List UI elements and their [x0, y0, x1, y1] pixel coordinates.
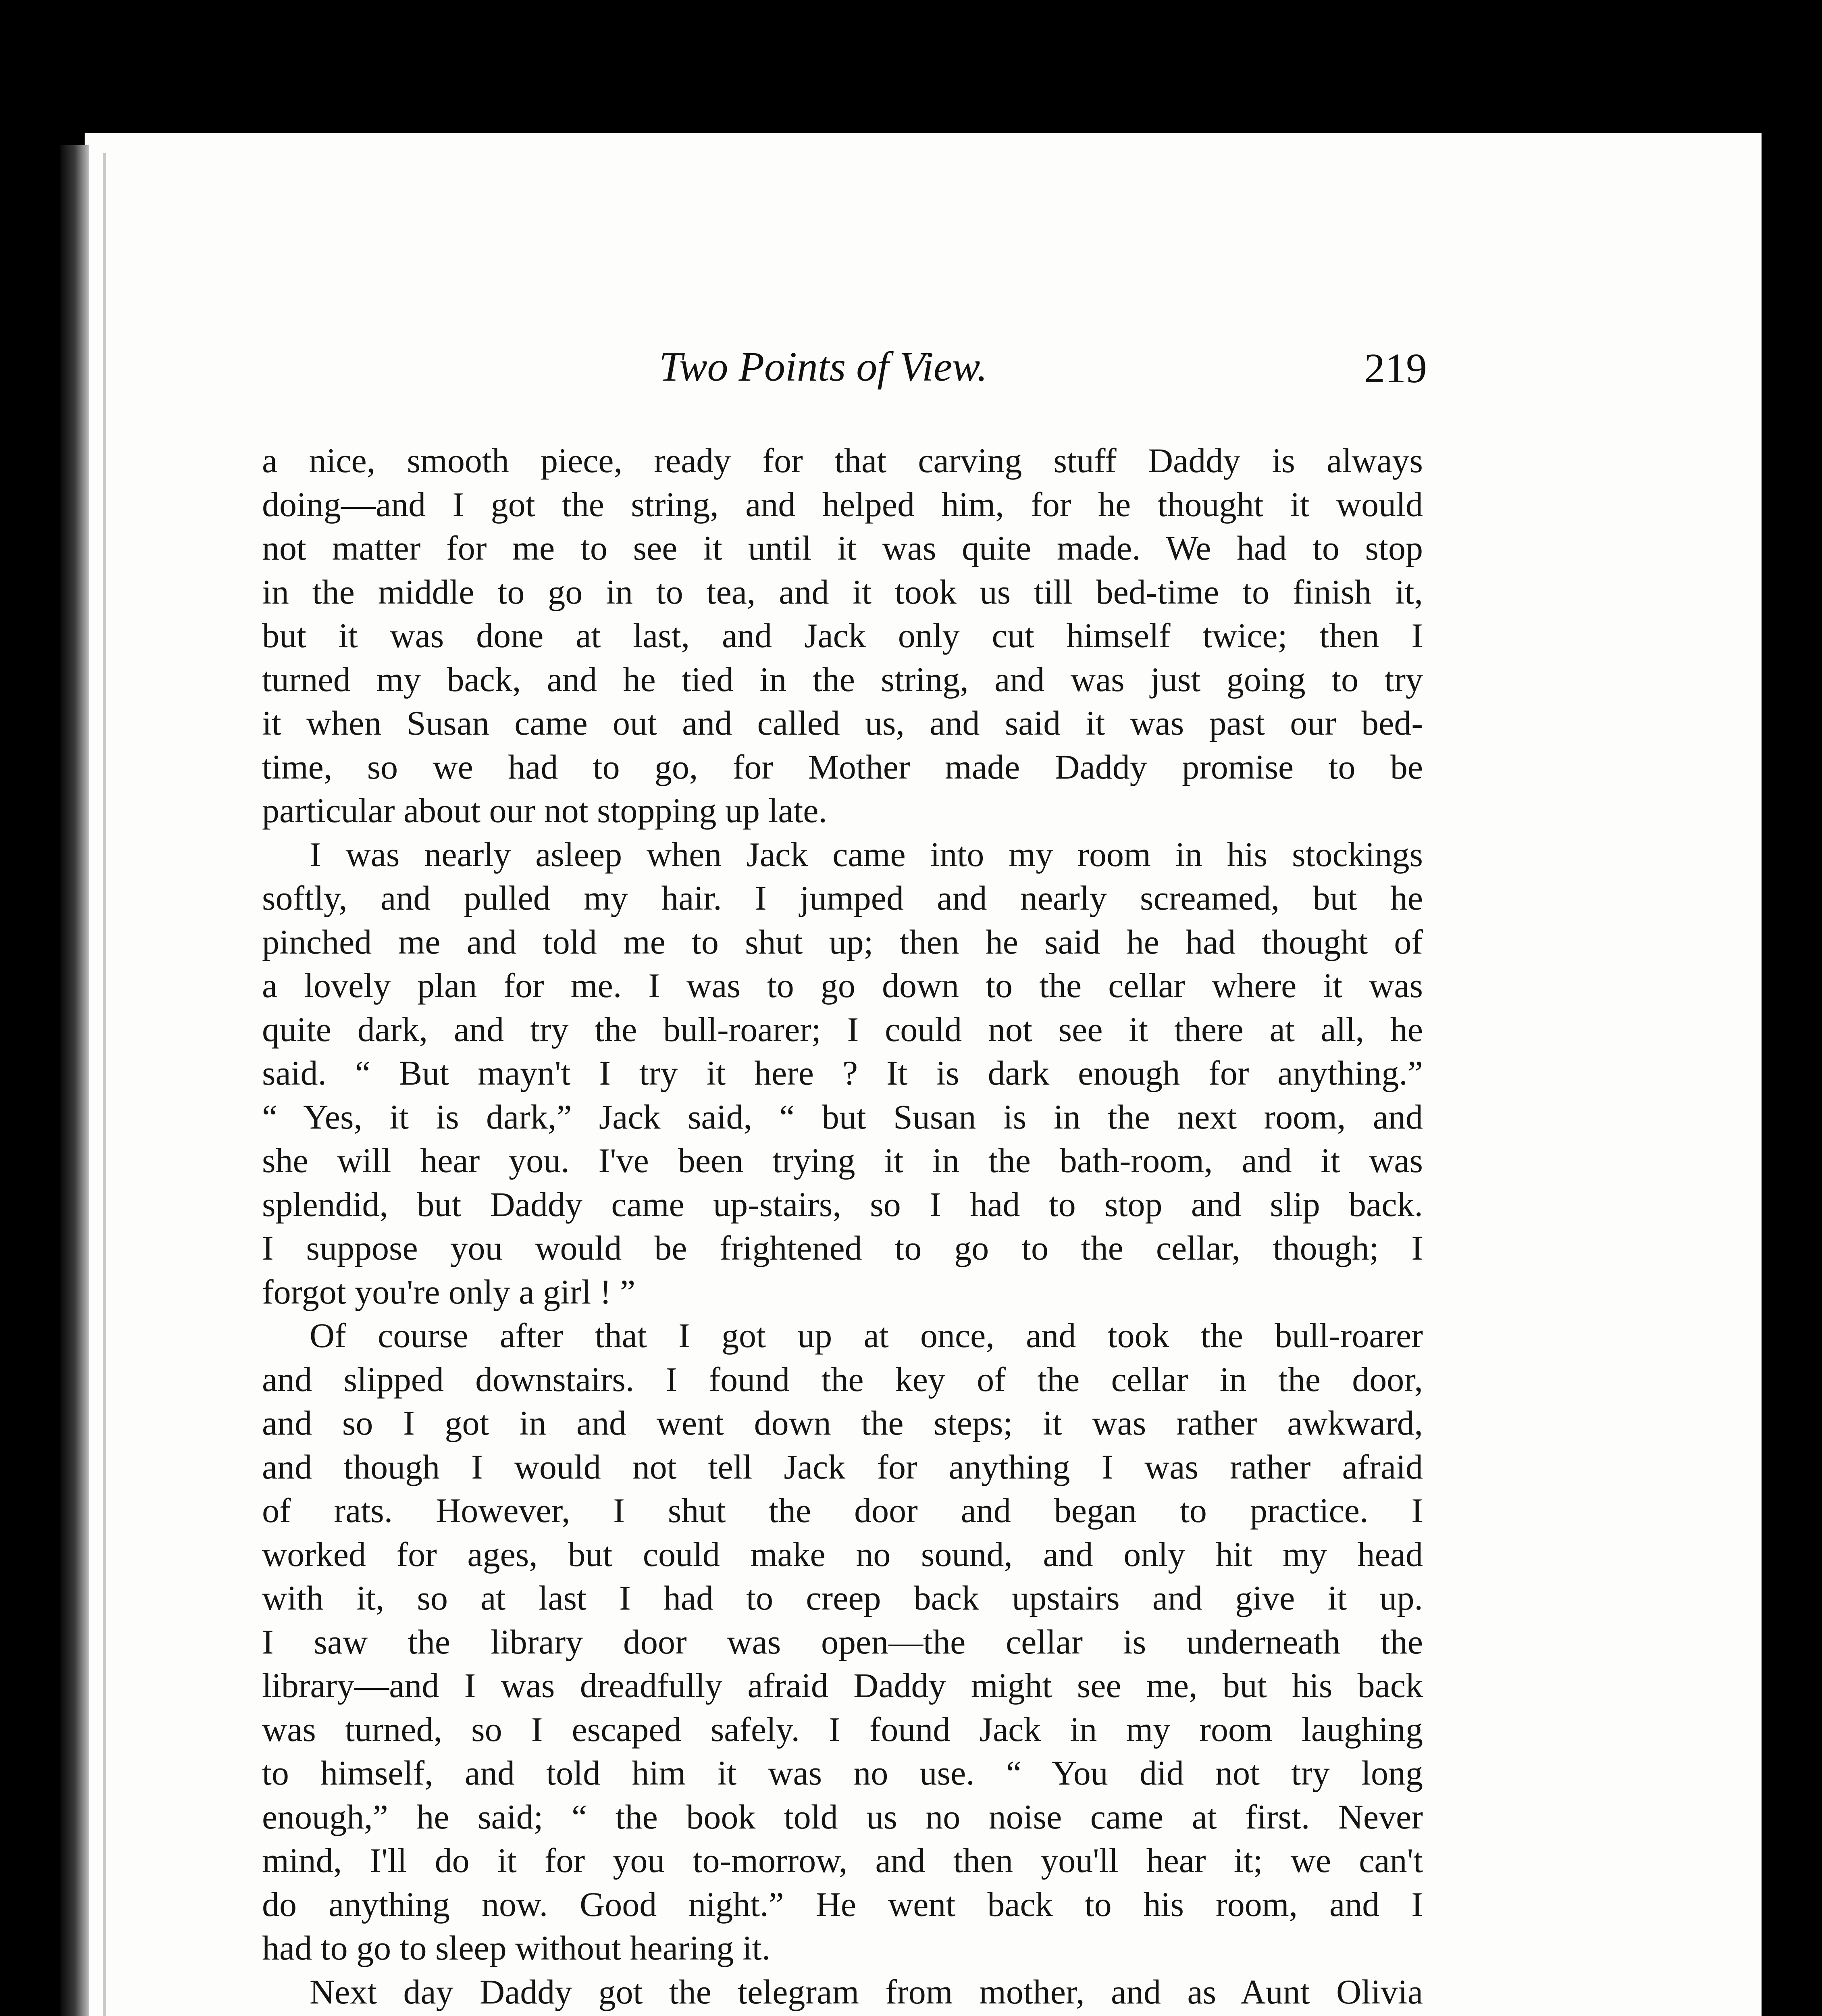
text-line: it when Susan came out and called us, and said it was past our bed-: [262, 704, 1423, 742]
text-line: with it, so at last I had to creep back upstairs and give it up.: [262, 1579, 1423, 1617]
text-line: and so I got in and went down the steps; it was rather awkward,: [262, 1404, 1423, 1442]
text-line: “ Yes, it is dark,” Jack said, “ but Susan is in the next room, and: [262, 1097, 1423, 1136]
text-line: I saw the library door was open—the cellar is underneath the: [262, 1622, 1423, 1661]
text-line: library—and I was dreadfully afraid Daddy might see me, but his back: [262, 1666, 1423, 1705]
text-line: time, so we had to go, for Mother made Daddy promise to be: [262, 747, 1423, 786]
text-line: she will hear you. I've been trying it in the bath-room, and it was: [262, 1141, 1423, 1180]
text-line: pinched me and told me to shut up; then he said he had thought of: [262, 922, 1423, 961]
text-line: forgot you're only a girl ! ”: [262, 1272, 636, 1311]
text-line: do anything now. Good night.” He went back to his room, and I: [262, 1885, 1423, 1924]
text-line: and though I would not tell Jack for anything I was rather afraid: [262, 1447, 1423, 1486]
text-line: splendid, but Daddy came up-stairs, so I had to stop and slip back.: [262, 1185, 1423, 1224]
text-line: worked for ages, but could make no sound, and only hit my head: [262, 1535, 1423, 1574]
text-line: but it was done at last, and Jack only cut himself twice; then I: [262, 616, 1423, 655]
page-binding-shadow: [60, 145, 89, 2016]
text-line: enough,” he said; “ the book told us no noise came at first. Never: [262, 1797, 1423, 1836]
text-line: to himself, and told him it was no use. “ You did not try long: [262, 1754, 1423, 1792]
text-line: a lovely plan for me. I was to go down to the cellar where it was: [262, 966, 1423, 1005]
text-line: said. “ But mayn't I try it here ? It is dark enough for anything.”: [262, 1054, 1423, 1092]
text-line: particular about our not stopping up late.: [262, 791, 827, 830]
text-line: I suppose you would be frightened to go to the cellar, though; I: [262, 1229, 1423, 1267]
text-line: in the middle to go in to tea, and it took us till bed-time to finish it,: [262, 572, 1423, 611]
text-line: had to go to sleep without hearing it.: [262, 1929, 771, 1967]
page-header: [258, 343, 1427, 399]
text-line: was turned, so I escaped safely. I found Jack in my room laughing: [262, 1710, 1423, 1749]
page-number: 219: [1364, 345, 1427, 392]
text-line: not matter for me to see it until it was quite made. We had to stop: [262, 529, 1423, 567]
text-line: mind, I'll do it for you to-morrow, and then you'll hear it; we can't: [262, 1841, 1423, 1880]
text-line: [262, 2014, 1423, 2016]
text-line: softly, and pulled my hair. I jumped and nearly screamed, but he: [262, 879, 1423, 917]
paragraph-start-line: I was nearly asleep when Jack came into my room in his stockings: [310, 835, 1423, 874]
paragraph-start-line: Next day Daddy got the telegram from mother, and as Aunt Olivia: [310, 1972, 1423, 2011]
text-line: of rats. However, I shut the door and began to practice. I: [262, 1491, 1423, 1530]
paragraph-start-line: Of course after that I got up at once, and took the bull-roarer: [310, 1316, 1423, 1355]
text-line: a nice, smooth piece, ready for that carving stuff Daddy is always: [262, 441, 1423, 480]
gutter-edge: [103, 153, 106, 2016]
running-title: Two Points of View.: [659, 344, 988, 390]
body-text: [262, 439, 1423, 2016]
text-line: and slipped downstairs. I found the key of the cellar in the door,: [262, 1360, 1423, 1399]
text-line: quite dark, and try the bull-roarer; I could not see it there at all, he: [262, 1010, 1423, 1049]
text-line: doing—and I got the string, and helped him, for he thought it would: [262, 485, 1423, 524]
text-line: turned my back, and he tied in the string, and was just going to try: [262, 660, 1423, 699]
